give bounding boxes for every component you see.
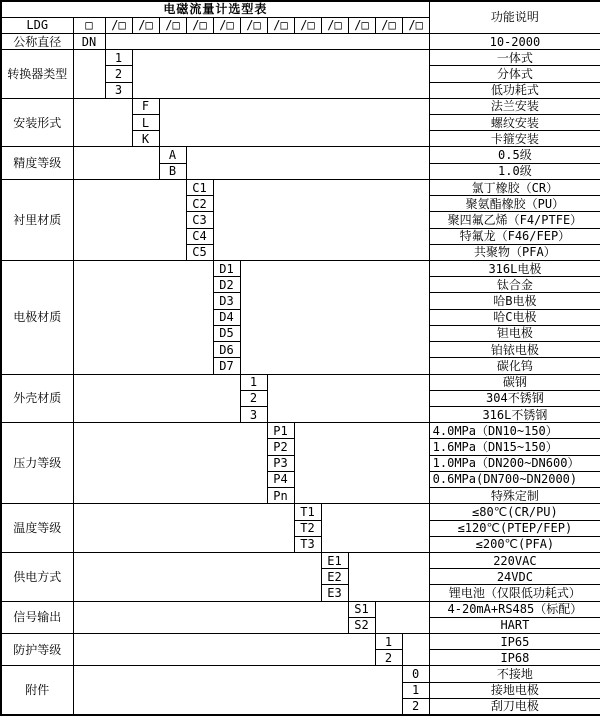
option-desc-cell: 铂铱电极	[429, 342, 600, 358]
selection-table-body	[1, 1, 600, 715]
spacer-cell	[73, 50, 105, 99]
option-code-cell: 2	[240, 390, 267, 406]
category-label-cell: 压力等级	[1, 423, 73, 504]
spacer-cell	[73, 179, 186, 260]
model-prefix-cell: LDG	[1, 17, 73, 33]
option-desc-cell: 法兰安装	[429, 98, 600, 114]
spacer-cell	[186, 147, 429, 179]
option-desc-cell: 聚四氟乙烯（F4/PTFE）	[429, 212, 600, 228]
option-desc-cell: 0.5级	[429, 147, 600, 163]
option-code-cell: K	[132, 131, 159, 147]
spacer-cell	[240, 261, 429, 375]
spacer-cell	[73, 374, 240, 423]
option-code-cell: 1	[240, 374, 267, 390]
spacer-cell	[73, 261, 213, 375]
block-row-电极材质	[1, 261, 600, 277]
option-desc-cell: ≤120℃(PTEP/FEP)	[429, 520, 600, 536]
spacer-cell	[267, 374, 429, 423]
block-row-防护等级	[1, 634, 600, 650]
model-box-cell: /□	[159, 17, 186, 33]
option-code-cell: C3	[186, 212, 213, 228]
spacer-cell	[321, 504, 429, 553]
block-row-温度等级	[1, 504, 600, 520]
option-code-cell: P1	[267, 423, 294, 439]
option-code-cell: D5	[213, 325, 240, 341]
option-desc-cell: 氯丁橡胶（CR）	[429, 179, 600, 195]
option-code-cell: T3	[294, 536, 321, 552]
spacer-cell	[73, 423, 267, 504]
spacer-cell	[375, 601, 429, 633]
option-code-cell: S2	[348, 617, 375, 633]
option-code-cell: T1	[294, 504, 321, 520]
option-code-cell: 2	[375, 650, 402, 666]
option-code-cell: E1	[321, 552, 348, 568]
option-desc-cell: 24VDC	[429, 569, 600, 585]
model-box-cell: /□	[321, 17, 348, 33]
option-desc-cell: 特殊定制	[429, 488, 600, 504]
option-code-cell: C1	[186, 179, 213, 195]
option-code-cell: 1	[105, 50, 132, 66]
option-code-cell: 2	[105, 66, 132, 82]
option-desc-cell: 碳化钨	[429, 358, 600, 374]
category-label-cell: 防护等级	[1, 634, 73, 666]
category-label-cell: 信号输出	[1, 601, 73, 633]
option-code-cell: 1	[402, 682, 429, 698]
option-desc-cell: 1.0MPa（DN200~DN600）	[429, 455, 600, 471]
category-label-cell: 精度等级	[1, 147, 73, 179]
option-desc-cell: 钽电极	[429, 325, 600, 341]
category-label-cell: 外壳材质	[1, 374, 73, 423]
option-desc-cell: 特氟龙（F46/FEP）	[429, 228, 600, 244]
option-desc-cell: 哈B电极	[429, 293, 600, 309]
model-box-cell: /□	[105, 17, 132, 33]
model-box-cell: /□	[213, 17, 240, 33]
option-desc-cell: 一体式	[429, 50, 600, 66]
option-desc-cell: 碳钢	[429, 374, 600, 390]
model-box-cell: /□	[294, 17, 321, 33]
option-desc-cell: 共聚物（PFA）	[429, 244, 600, 260]
spacer-cell	[348, 552, 429, 601]
option-code-cell: D6	[213, 342, 240, 358]
option-desc-cell: 不接地	[429, 666, 600, 682]
option-desc-cell: 低功耗式	[429, 82, 600, 98]
model-box-cell: /□	[240, 17, 267, 33]
option-code-cell: DN	[73, 33, 105, 49]
option-code-cell: L	[132, 115, 159, 131]
option-code-cell: D4	[213, 309, 240, 325]
model-box-cell: /□	[348, 17, 375, 33]
option-desc-cell: 304不锈钢	[429, 390, 600, 406]
block-row-衬里材质	[1, 179, 600, 195]
spacer-cell	[402, 634, 429, 666]
block-row-信号输出	[1, 601, 600, 617]
option-desc-cell: ≤200℃(PFA)	[429, 536, 600, 552]
model-box-cell: /□	[132, 17, 159, 33]
option-desc-cell: 10-2000	[429, 33, 600, 49]
model-box-cell: /□	[267, 17, 294, 33]
title-row	[1, 1, 600, 17]
option-desc-cell: 螺纹安装	[429, 115, 600, 131]
option-desc-cell: 刮刀电极	[429, 698, 600, 715]
option-code-cell: 1	[375, 634, 402, 650]
option-code-cell: S1	[348, 601, 375, 617]
option-desc-cell: 哈C电极	[429, 309, 600, 325]
spacer-cell	[159, 98, 429, 147]
desc-header-cell: 功能说明	[429, 1, 600, 33]
option-desc-cell: 316L电极	[429, 261, 600, 277]
option-code-cell: 3	[240, 406, 267, 422]
table-title: 电磁流量计选型表	[1, 1, 429, 17]
block-row-公称直径	[1, 33, 600, 49]
option-code-cell: F	[132, 98, 159, 114]
spacer-cell	[73, 601, 348, 633]
option-desc-cell: 0.6MPa(DN700~DN2000)	[429, 471, 600, 487]
option-code-cell: P3	[267, 455, 294, 471]
option-code-cell: Pn	[267, 488, 294, 504]
option-desc-cell: 锂电池（仅限低功耗式）	[429, 585, 600, 601]
spacer-cell	[105, 33, 429, 49]
option-code-cell: D3	[213, 293, 240, 309]
option-desc-cell: IP65	[429, 634, 600, 650]
model-box-cell: /□	[186, 17, 213, 33]
option-code-cell: A	[159, 147, 186, 163]
option-code-cell: P2	[267, 439, 294, 455]
category-label-cell: 公称直径	[1, 33, 73, 49]
block-row-转换器类型	[1, 50, 600, 66]
option-code-cell: T2	[294, 520, 321, 536]
option-desc-cell: IP68	[429, 650, 600, 666]
block-row-精度等级	[1, 147, 600, 163]
spacer-cell	[73, 504, 294, 553]
block-row-附件	[1, 666, 600, 682]
block-row-安装形式	[1, 98, 600, 114]
category-label-cell: 附件	[1, 666, 73, 715]
spacer-cell	[294, 423, 429, 504]
spacer-cell	[73, 552, 321, 601]
model-first-box-cell: □	[73, 17, 105, 33]
spacer-cell	[213, 179, 429, 260]
option-desc-cell: 316L不锈钢	[429, 406, 600, 422]
option-desc-cell: ≤80℃(CR/PU)	[429, 504, 600, 520]
option-code-cell: D2	[213, 277, 240, 293]
option-desc-cell: 接地电极	[429, 682, 600, 698]
option-desc-cell: 分体式	[429, 66, 600, 82]
option-desc-cell: HART	[429, 617, 600, 633]
block-row-外壳材质	[1, 374, 600, 390]
option-code-cell: D1	[213, 261, 240, 277]
category-label-cell: 电极材质	[1, 261, 73, 375]
option-code-cell: 3	[105, 82, 132, 98]
option-code-cell: C2	[186, 196, 213, 212]
option-code-cell: D7	[213, 358, 240, 374]
option-code-cell: C5	[186, 244, 213, 260]
option-desc-cell: 4.0MPa（DN10~150）	[429, 423, 600, 439]
option-code-cell: E2	[321, 569, 348, 585]
option-desc-cell: 1.0级	[429, 163, 600, 179]
block-row-供电方式	[1, 552, 600, 568]
category-label-cell: 转换器类型	[1, 50, 73, 99]
category-label-cell: 供电方式	[1, 552, 73, 601]
category-label-cell: 温度等级	[1, 504, 73, 553]
option-desc-cell: 卡箍安装	[429, 131, 600, 147]
model-box-cell: /□	[402, 17, 429, 33]
category-label-cell: 衬里材质	[1, 179, 73, 260]
option-desc-cell: 聚氨酯橡胶（PU）	[429, 196, 600, 212]
option-code-cell: 0	[402, 666, 429, 682]
option-code-cell: E3	[321, 585, 348, 601]
option-desc-cell: 4-20mA+RS485（标配）	[429, 601, 600, 617]
option-code-cell: C4	[186, 228, 213, 244]
option-desc-cell: 220VAC	[429, 552, 600, 568]
category-label-cell: 安装形式	[1, 98, 73, 147]
option-code-cell: 2	[402, 698, 429, 715]
model-box-cell: /□	[375, 17, 402, 33]
spacer-cell	[132, 50, 429, 99]
spacer-cell	[73, 634, 375, 666]
option-desc-cell: 钛合金	[429, 277, 600, 293]
spacer-cell	[73, 147, 159, 179]
option-code-cell: B	[159, 163, 186, 179]
block-row-压力等级	[1, 423, 600, 439]
spacer-cell	[73, 666, 402, 715]
option-code-cell: P4	[267, 471, 294, 487]
option-desc-cell: 1.6MPa（DN15~150）	[429, 439, 600, 455]
spacer-cell	[73, 98, 132, 147]
